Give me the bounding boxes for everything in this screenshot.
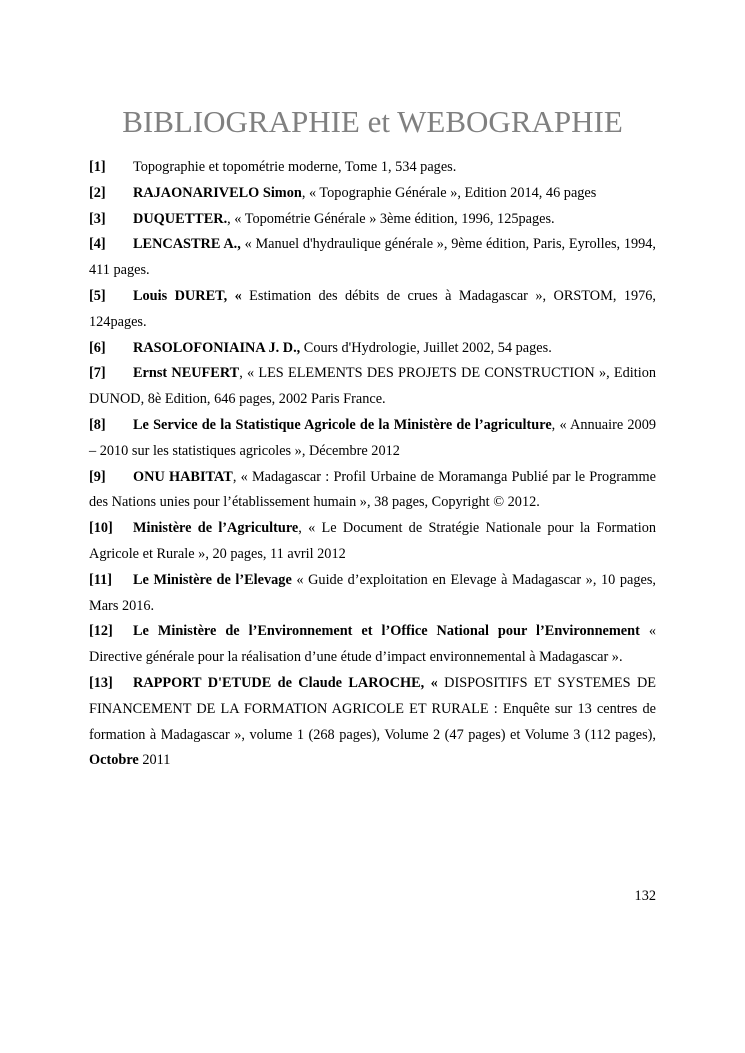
entry-text: , « LES ELEMENTS DES PROJETS DE CONSTRUCTION », Edition DUNOD, 8è Edition, 646 pages, 2002 Paris France. [89,365,656,408]
entry-author: Louis DURET, « [133,287,242,304]
bibliography-entry [89,516,656,568]
entry-number: [6] [89,339,106,356]
entry-number: [12] [89,623,113,640]
entry-number: [13] [89,674,113,691]
entry-author: Le Ministère de l’Environnement et l’Office National pour l’Environnement [133,623,640,640]
entry-text: DISPOSITIFS ET SYSTEMES DE FINANCEMENT DE LA FORMATION AGRICOLE ET RURALE : Enquête sur 13 centres de formation à Madagascar », volume 1 (268 pages), Volume 2 (47 pages) et Volume 3 (112 pages), [89,674,657,743]
entry-date-year: 2011 [138,752,171,769]
bibliography-entry [89,232,656,284]
entry-text: « Manuel d'hydraulique générale », 9ème édition, Paris, Eyrolles, 1994, 411 pages. [89,236,656,279]
entry-number: [8] [89,416,106,433]
entry-text: « Directive générale pour la réalisation d’une étude d’impact environnemental à Madagascar ». [89,623,656,666]
entry-text: , « Madagascar : Profil Urbaine de Moramanga Publié par le Programme des Nations unies pour l’établissement humain », 38 pages, Copyright © 2012. [89,468,656,511]
entry-author: RAJAONARIVELO Simon [133,184,302,201]
entry-number: [7] [89,365,106,382]
entry-text: , « Topographie Générale », Edition 2014, 46 pages [301,184,597,201]
entry-number: [1] [89,159,106,175]
entry-number: [9] [89,468,106,485]
bibliography-entry [89,284,656,336]
entry-number: [10] [89,520,113,537]
entry-author: Ministère de l’Agriculture [133,520,299,537]
bibliography-entry [89,207,656,233]
entry-number: [3] [89,210,106,227]
entry-text: , « Le Document de Stratégie Nationale pour la Formation Agricole et Rurale », 20 pages, 11 avril 2012 [89,520,656,562]
bibliography-entry [89,671,656,774]
bibliography-entry [89,465,656,517]
entry-author: Le Service de la Statistique Agricole de la Ministère de l’agriculture [133,416,552,433]
entry-author: Ernst NEUFERT [133,365,240,382]
bibliography-entry [89,619,656,671]
bibliography-entry [89,336,656,362]
entry-text: Estimation des débits de crues à Madagascar », ORSTOM, 1976, 124pages. [89,287,656,330]
entry-text: Topographie et topométrie moderne, Tome 1, 534 pages. [133,159,457,175]
entry-author: RASOLOFONIAINA J. D., [133,339,301,356]
entry-number: [5] [89,287,106,304]
page-title: BIBLIOGRAPHIE et WEBOGRAPHIE [122,104,623,139]
entry-number: [11] [89,571,113,588]
bibliography-list [89,155,656,774]
entry-number: [4] [89,236,106,253]
bibliography-entry [89,568,656,620]
page-number: 132 [634,888,656,904]
entry-author: DUQUETTER. [133,210,228,227]
entry-author: RAPPORT D'ETUDE de Claude LAROCHE, « [133,674,438,691]
entry-author: ONU HABITAT [133,468,233,485]
bibliography-entry [89,413,656,465]
entry-author: LENCASTRE A., [133,236,241,253]
bibliography-entry [89,361,656,413]
entry-date-month: Octobre [89,752,139,769]
entry-text: , « Topométrie Générale » 3ème édition, 1996, 125pages. [227,210,555,227]
bibliography-entry [89,155,656,181]
bibliography-entry [89,181,656,207]
entry-text: Cours d'Hydrologie, Juillet 2002, 54 pages. [300,339,552,356]
entry-text: « Guide d’exploitation en Elevage à Madagascar », 10 pages, Mars 2016. [89,571,656,614]
entry-author: Le Ministère de l’Elevage [133,571,292,588]
entry-text: , « Annuaire 2009 – 2010 sur les statistiques agricoles », Décembre 2012 [89,416,656,459]
entry-number: [2] [89,184,106,201]
